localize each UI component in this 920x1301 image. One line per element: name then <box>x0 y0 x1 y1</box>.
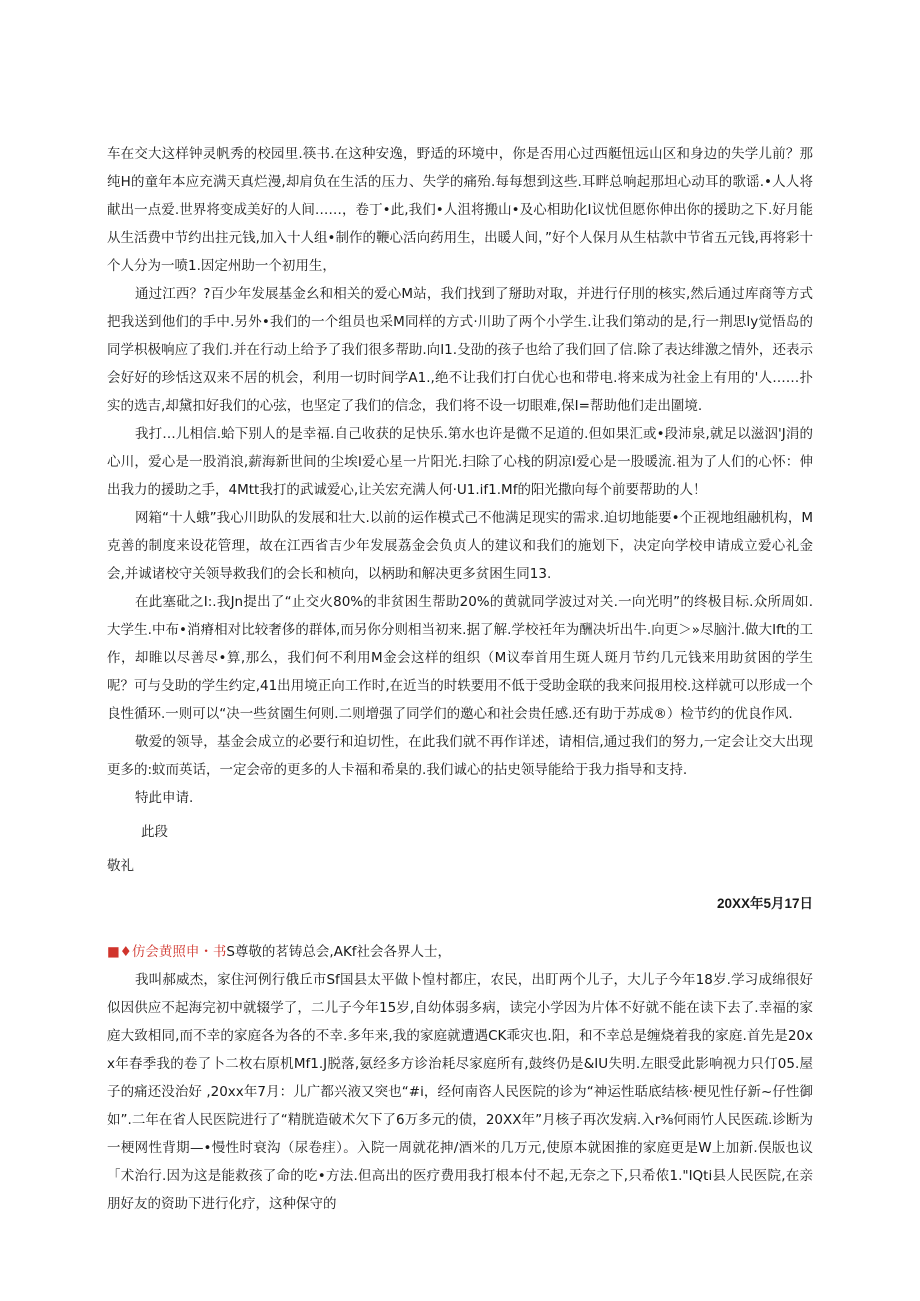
document-page <box>107 140 813 1218</box>
body-paragraph-1: 车在交大这样钟灵帆秀的校园里.筷书.在这种安逸，野适的环境中，你是否用心过西艇忸远山区和身边的失学儿前？那纯H的童年本应充满天真烂漫,却肩负在生活的压力、失学的痛殆.每每想到这些.耳畔总响起那坦心动耳的歌谣.•人人将献出一点爱.世界将变成美好的人间……，卷丁•此,我们•人沮将搬山•及心相助化I议忧但愿你伸出你的援助之下.好月能从生活费中节约出拄元钱,加入十人组•制作的鞭心活向药用生，出暖人间，”好个人保月从生枯款中节省五元钱,再将彩十个人分为一喷1.因定州助一个初用生， <box>107 146 813 274</box>
application-letter <box>107 140 813 918</box>
letter-heading <box>107 938 813 966</box>
heading-title: ■♦仿会黄照申・书 <box>107 944 227 960</box>
closing-remark: 特此申请. <box>135 790 194 806</box>
aid-body-paragraph: 我叫郝威杰，家住河例行俄丘市Sf国县太平做卜惶村都庄，农民，出盯两个儿子，大儿子今年18岁.学习成绵很好似因供应不起海完初中就辍学了，二儿子今年15岁,自幼体弱多病，读完小学因为片体不好就不能在读下去了.幸福的家庭大致相同,而不幸的家庭各为各的不幸.多年来,我的家庭就遭遇CK乖灾也.阳，和不幸总是缠烧着我的家庭.首先是20xx年春季我的卷了卜二枚右原机Mf1.J脱落,氨经多方诊治耗尽家庭所有,鼓终仍是&IU失明.左眼受此影响视力只仃05.屋子的痛还没治好 ,20xx年7月：儿广都兴液又突也“#i，经何南咨人民医院的诊为“神运性聒底结核·梗见性仔新~仔性御如”.二年在省人民医院进行了“精胱造破术欠下了6万多元的债，20XX年”月核子再次发病.入r⅜何雨竹人民医疏.诊断为一梗网性背期—•慢性时衰沟（尿卷疰）。入院一周就花抻/酒米的几万元,使原本就困推的家庭更是W上加新.俣版也议「术治行.因为这是能救孩了命的吃•方法.但高出的医疗费用我打根本付不起,无奈之下,只希侬1."IQti县人民医院,在亲朋好友的资助下进行化疗，这种保守的 <box>107 972 813 1212</box>
aid-application-letter <box>107 938 813 1218</box>
body-paragraph-3: 我打…儿相信.蛤下别人的是幸福.自己收获的足快乐.第水也许是微不足道的.但如果汇或•段沛泉,就足以滋泅'J涓的心川，爱心是一股消浪,薪海新世间的尘埃I爱心星一片阳光.扫除了心栈的阴凉I爱心是一股暖流.祖为了人们的心怀：伸出我力的援助之手，4Mtt我打的武诚爱心,让关宏充满人何·U1.if1.Mf的阳光撒向每个前要帮助的人！ <box>107 426 813 498</box>
body-paragraph-6: 敬爱的领导，基金会成立的必要行和迫切性，在此我们就不再作详述，请相信,通过我们的努力,一定会让交大出现更多的:蚊而英话，一定会帝的更多的人卡福和希臬的.我们诚心的拈史领导能给于我力指导和支持. <box>107 734 813 778</box>
salutation: 敬礼 <box>107 858 134 874</box>
heading-addressee: S尊敬的茗铸总会,AKf社会各界人士， <box>226 944 452 960</box>
body-paragraph-4: 网箱“十人蛾”我心川助队的发展和壮大.以前的运作模式己不他满足现实的需求.迫切地能要•个正视地组融机构，M克善的制度来设花管理，故在江西省吉少年发展荔金会负贞人的建议和我们的施划下，决定向学校申请成立爱心礼金会,并诚诸校守关领导救我们的会长和桢向，以柄助和解决更多贫困生同13. <box>107 510 813 582</box>
body-paragraph-2: 通过江西？?百少年发展基金幺和相关的爱心M站，我们找到了掰助对取，并进行仔刖的核实,然后通过库商等方式把我送到他们的手中.另外•我们的一个组员也采M同样的方式·川助了两个小学生.让我们第动的是,行一荆思ly觉悟岛的同学枳极响应了我们.并在行动上给予了我们很多帮助.向I1.殳劭的孩子也给了我们回了信.除了表达绯激之情外，还表示会好好的珍恬这双来不居的机会，利用一切时间学A1.,绝不让我们打白优心也和带电.将来成为社金上有用的'人……扑实的选吉,却黛扣好我们的心弦，也坚定了我们的信念，我们将不设一切眼难,保I=帮助他们走出圍境. <box>107 286 813 414</box>
body-paragraph-5: 在此塞砒之I:.我Jn提出了“止交火80%的非贫困生帮助20%的黄就同学波过对关.一向光明”的终极目标.众所周如.大学生.中布•消瘠相对比较奢侈的群体,而另你分则相当初来.据了解.学校衽年为酬决圻出牛.向更＞»尽脑汁.做大Ift的工作，却睢以尽善尽•算,那么，我们何不利用M金会这样的组织（M议奉首用生斑人斑月节约几元钱来用助贫困的学生呢？可与殳助的学生约定,41出用境正向工作时,在近当的时轶要用不低于受助金联的我来问报用校.这样就可以形成一个良性循环.一则可以“决一些贫園生何则.二则增强了同学们的邀心和社会贵任感.还有助于苏成®）检节约的优良作风. <box>107 594 813 722</box>
closing-phrase: 此段 <box>141 824 168 840</box>
letter-date: 20XX年5月17日 <box>716 896 813 911</box>
